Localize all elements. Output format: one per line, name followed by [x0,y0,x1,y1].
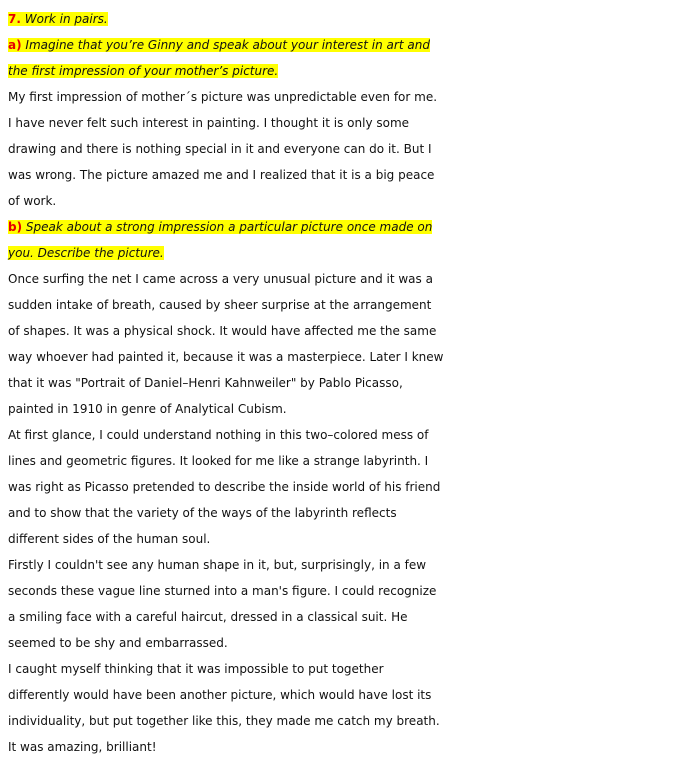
answer-b-line: painted in 1910 in genre of Analytical Cubism. [8,402,287,416]
task-b-line-1 [8,214,692,240]
answer-b-line: individuality, but put together like this, they made me catch my breath. [8,714,440,728]
answer-b-line: that it was "Portrait of Daniel–Henri Kahnweiler" by Pablo Picasso, [8,376,403,390]
task-b-text: Speak about a strong impression a particular picture once made on [25,220,433,234]
answer-a-line: I have never felt such interest in painting. I thought it is only some [8,116,410,130]
answer-b-line: seconds these vague line sturned into a man's figure. I could recognize [8,584,437,598]
task-a-text: Imagine that you’re Ginny and speak about your interest in art and [25,38,430,52]
exercise-page [8,6,692,760]
answer-b-line: of shapes. It was a physical shock. It would have affected me the same [8,324,437,338]
task-a-highlight [8,38,430,52]
exercise-number: 7. [8,12,21,26]
answer-b-line: way whoever had painted it, because it was a masterpiece. Later I knew [8,350,444,364]
answer-b-line: lines and geometric figures. It looked for me like a strange labyrinth. I [8,454,429,468]
answer-a-line: was wrong. The picture amazed me and I realized that it is a big peace [8,168,435,182]
answer-a-line: drawing and there is nothing special in it and everyone can do it. But I [8,142,432,156]
answer-b-line: I caught myself thinking that it was impossible to put together [8,662,384,676]
task-a-letter: a) [8,38,22,52]
task-b-text: you. Describe the picture. [8,246,164,260]
exercise-title: Work in pairs. [24,12,108,26]
answer-b-line: seemed to be shy and embarrassed. [8,636,228,650]
task-b-line-2 [8,240,692,266]
answer-a-line: My first impression of mother´s picture was unpredictable even for me. [8,90,438,104]
task-b-letter: b) [8,220,23,234]
answer-a-line: of work. [8,194,57,208]
answer-b-line: differently would have been another picture, which would have lost its [8,688,432,702]
task-a-text: the first impression of your mother’s picture. [8,64,279,78]
task-a-line-2 [8,58,692,84]
exercise-heading [8,6,692,32]
task-b-highlight [8,220,432,234]
answer-b-line: It was amazing, brilliant! [8,740,157,754]
answer-b-line: a smiling face with a careful haircut, dressed in a classical suit. He [8,610,408,624]
task-a-line-1 [8,32,692,58]
answer-b-line: sudden intake of breath, caused by sheer surprise at the arrangement [8,298,432,312]
answer-b-line: At first glance, I could understand nothing in this two–colored mess of [8,428,429,442]
answer-b-line: and to show that the variety of the ways of the labyrinth reflects [8,506,397,520]
answer-b-line: was right as Picasso pretended to describe the inside world of his friend [8,480,441,494]
exercise-heading-highlight [8,12,108,26]
answer-b-line: Firstly I couldn't see any human shape in it, but, surprisingly, in a few [8,558,427,572]
answer-b-line: different sides of the human soul. [8,532,211,546]
answer-b-line: Once surfing the net I came across a very unusual picture and it was a [8,272,433,286]
